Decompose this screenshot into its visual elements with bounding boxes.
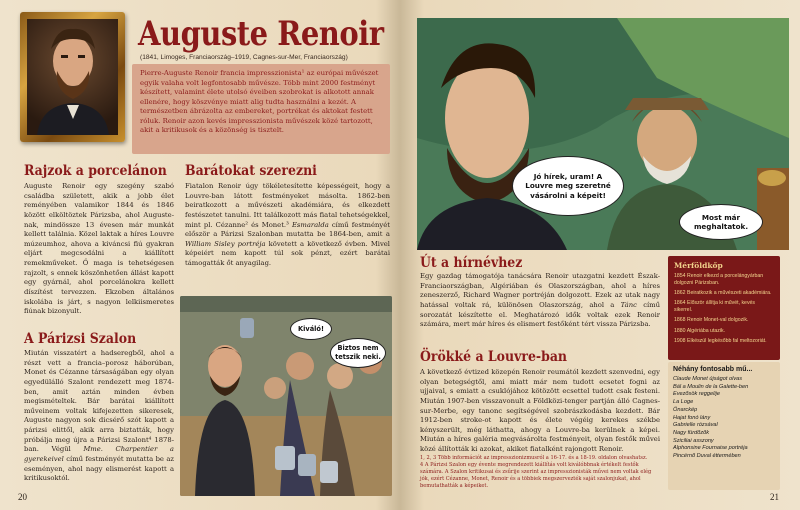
artwork-item: Bál a Moulin de la Galette-ben <box>673 383 749 390</box>
timeline-item: 1880 Algériába utazik. <box>674 327 726 334</box>
renoir-portrait-frame <box>20 12 125 142</box>
timeline-title: Mérföldkőp <box>674 261 723 270</box>
page-subtitle: (1841, Limoges, Franciaország–1919, Cagnes-sur-Mer, Franciaország) <box>140 54 348 61</box>
section-title-louvre: Örökké a Louvre-ban <box>420 348 568 365</box>
artwork-item: Nagy fürdőzők <box>673 430 710 437</box>
page-title: Auguste Renoir <box>138 14 384 54</box>
page-number-right: 21 <box>770 492 779 502</box>
artwork-item: Alphonsine Fournaise portréja <box>673 445 748 452</box>
footnote-2: 4 A Párizsi Szalon egy évente megrendezett kiállítás volt kiválóbbnak értékelt festők számára. A Szalon kritikusai és zsűrije szerint az impresszionisták művei nem voltak elég jók, ezért Cézanne, Monet, Renoir és a többiek megszervezték saját szalonjukat, ahol bemutathatták a képeiket. <box>420 461 652 489</box>
speech-bubble-jo-hirek: Jó hírek, uram! A Louvre meg szeretné vásárolni a képeit! <box>512 156 624 216</box>
section-title-rajzok: Rajzok a porcelánon <box>24 162 167 179</box>
artwork-item: La Loge <box>673 399 694 406</box>
section-body-hirnev: Egy gazdag támogatója tanácsára Renoir utazgatni kezdett Észak-Franciaországban, Algériában és Olaszországban, ahol a híres zeneszerző, Richard Wagner portréján dolgozott. Ezek az utak nagy hatással voltak rá, különösen Olaszország, ahol a Tánc című sorozatát készítette el. Meghatározó idők voltak ezek Renoir számára, mert már híres és elismert festőként tért vissza Párizsba. <box>420 272 661 329</box>
section-body-barátok: Fiatalon Renoir úgy tökéletesítette képességeit, hogy a Louvre-ban látott festményeket másolta. 1862-ben beiratkozott a művészeti akadémiára, és elkezdett festészetet tanulni. Itt találkozott más fiatal tehetségekkel, mint pl. Cézanne² és Monet.³ Esmaralda című festményét először a Párizsi Szalonban mutatta be 1864-ben, amit a William Sisley portréja követett a következő évben. Mivel képeiért nem kapott túl sok pénzt, ezért barátai támogatták őt anyagilag. <box>185 182 390 268</box>
section-body-louvre: A következő évtized közepén Renoir reumától kezdett szenvedni, egy olyan betegségtől, ami miatt már nem tudott ecsetet fogni az ujjaival, s emiatt a csuklójához kötözött ecsettel tudott csak festeni. Miután 1907-ben visszavonult a Földközi-tenger partján álló Cagnes-sur-Merbe, egy tanonc segítségével szobrászkodásba kezdett. Bár 1912-ben stroke-ot kapott és élete végéig kerekes székbe kényszerült, még láthatta, ahogy a Louvre-ba kerülnek a képei. Miután a híres galéria megvásárolta festményeit, olyan festők művei közé állították ki azokat, akiket fiatalként rajongott Renoir. <box>420 368 660 454</box>
speech-bubble-biztos: Biztos nem tetszik neki. <box>330 338 386 368</box>
artwork-item: Sziciliai asszony <box>673 437 714 444</box>
section-title-hirnev: Út a hírnévhez <box>420 254 523 271</box>
timeline-item: 1862 Beiratkozik a művészeti akadémiára. <box>674 290 772 296</box>
artwork-item: Hajat fonó lány <box>673 414 711 421</box>
timeline-item: 1854 Renoir elkezd a porcelángyárban dolgozni Párizsban. <box>674 273 764 286</box>
section-body-szalon: Miután visszatért a hadseregből, ahol a részt vett a francia–porosz háborúban, Monet és Cézanne társaságában egy olyan egyedülálló Szalont rendezett meg 1874-ben, amit aztán minden évben megismételtek. Bár barátai kiállított műveinem voltak kifejezetten sikeresek, Auguste nagyon sok dicsérő szót kapott a párizsi elittől, akik arra biztatták, hogy próbálja meg újra a Párizsi Szalont⁴ 1878-ban. Végül Mme. Charpentier a gyerekeivel című festményét mutatta be az eseményen, ahol nagy elismerést kapott a kritikusoktól. <box>24 349 174 483</box>
timeline-item: 1868 Renoir Monet-val dolgozik. <box>674 317 749 324</box>
artwork-item: Önarckép <box>673 406 698 413</box>
salon-scene <box>180 296 392 496</box>
salon-illustration <box>180 296 392 496</box>
timeline-item: 1908 Elkészül legkésőbb fal meltozoriát. <box>674 337 767 344</box>
footnote-1: 1, 2, 3 Több információt az impresszionizmusról a 16-17. és a 18-19. oldalon olvashatsz. <box>420 455 648 461</box>
footnotes <box>420 455 660 489</box>
speech-bubble-most-mar: Most már meghaltatok. <box>679 204 763 240</box>
timeline-item: 1864 Először állítja ki művét, kevés sikerrel. <box>674 300 756 313</box>
renoir-face-illustration <box>27 19 118 135</box>
speech-bubble-kivalo: Kiváló! <box>290 318 332 340</box>
page-number-left: 20 <box>18 492 27 502</box>
artwork-item: Claude Monet újságot olvas <box>673 376 743 382</box>
timeline-box <box>668 256 780 360</box>
artworks-box <box>668 362 780 490</box>
artwork-item: Evezősök reggelije <box>673 391 720 398</box>
artwork-item: Pincérnő Duval éttermében <box>673 453 741 460</box>
section-title-barátok: Barátokat szerezni <box>185 162 317 179</box>
section-title-szalon: A Párizsi Szalon <box>24 330 137 347</box>
renoir-portrait <box>27 19 118 135</box>
artwork-item: Gabrielle rózsával <box>673 422 718 429</box>
section-body-rajzok: Auguste Renoir egy szegény szabó családba született, akik a jobb élet reményében valamikor 1844 és 1846 között elköltöztek Párizsba, ahol Auguste-nak, mindössze 13 évesen már munkát kellett találnia. Közel laktak a híres Louvre múzeumhoz, ahova a kiváncsi fiú gyakran eljárt megcsodálni a kiállított remekműveket. Ő maga is tehetségesen rajzolt, s ennek köszönhetően állást kapott egy gyárnál, ahol porcelánokra kellett díszítést tervezzen. Ekzoben általános iskolába is járt, s nagyon lelkiismeretes fiúnak bizonyult. <box>24 182 174 316</box>
intro-box: Pierre-Auguste Renoir francia impresszionista¹ az európai művészet egyik valaha volt legfontosabb művésze. Több mint 2000 festményt készített, valamint élete utolsó éveiben szobrokat is alkotott annak ellenére, hogy köszvénye miatt alig tudta használni a kezét. A természetben ábrázolta az embereket, portrékat és aktokat festett róluk. Renoir azon kevés impresszionista művészek közé tartozott, akit a kritikusok és a közönség is tisztelt. <box>132 64 390 154</box>
louvre-news-illustration <box>417 18 789 250</box>
artworks-title: Néhány fontosabb mű... <box>673 366 753 373</box>
